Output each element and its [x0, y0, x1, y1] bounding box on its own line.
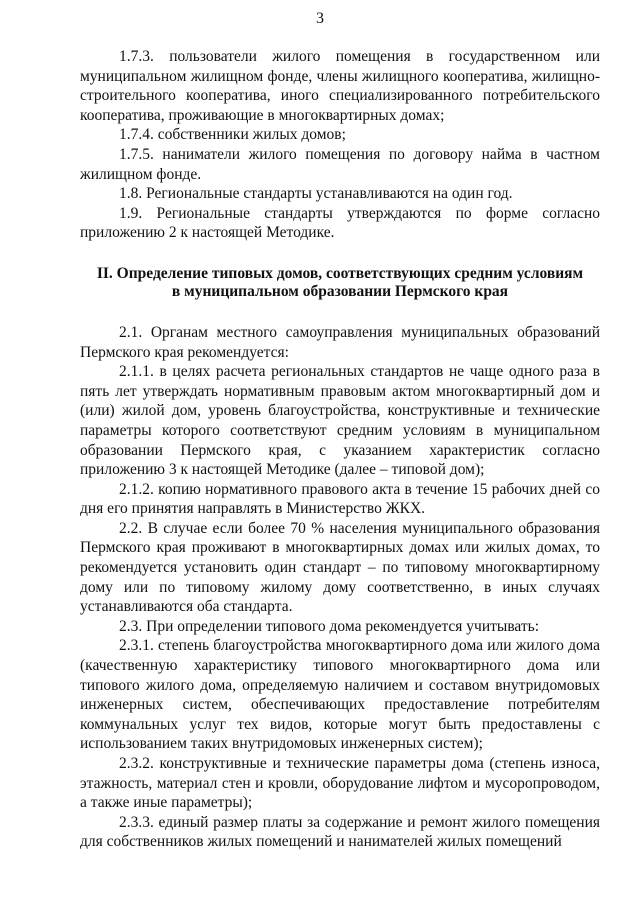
paragraph-1-7-3: 1.7.3. пользователи жилого помещения в государственном или муниципальном жилищном фонде, члены жилищного кооператива, жилищно-строительного кооператива, иного специализированного потребительского кооператива, проживающие в многоквартирных домах; — [80, 48, 600, 124]
spacer — [80, 243, 600, 265]
paragraph-2-2: 2.2. В случае если более 70 % населения муниципального образования Пермского края проживают в многоквартирных домах или жилых домах, то рекомендуется установить один стандарт – по типовому многоквартирному дому или по типовому жилому дому соответственно, в иных случаях устанавливаются оба стандарта. — [80, 519, 600, 616]
document-body — [80, 47, 600, 852]
page-number: 3 — [316, 10, 324, 27]
section-heading-line-2: в муниципальном образовании Пермского края — [171, 282, 509, 300]
paragraph-2-3-1: 2.3.1. степень благоустройства многоквартирного дома или жилого дома (качественную характеристику типового многоквартирного дома или типового жилого дома, определяемую наличием и составом внутридомовых инженерных систем, обеспечивающих предоставление потребителям коммунальных услуг тех видов, которые могут быть предоставлены с использованием таких внутридомовых инженерных систем); — [80, 637, 600, 753]
paragraph-2-3-2: 2.3.2. конструктивные и технические параметры дома (степень износа, этажность, материал стен и кровли, оборудование лифтом и мусоропроводом, а также иные параметры); — [80, 755, 600, 812]
section-heading — [80, 265, 600, 301]
paragraph-1-9: 1.9. Региональные стандарты утверждаются по форме согласно приложению 2 к настоящей Методике. — [80, 204, 600, 242]
paragraph-2-1-2: 2.1.2. копию нормативного правового акта в течение 15 рабочих дней со дня его принятия направлять в Министерство ЖКХ. — [80, 480, 600, 518]
paragraph-1-8: 1.8. Региональные стандарты устанавливаются на один год. — [119, 185, 513, 203]
paragraph-2-3-3: 2.3.3. единый размер платы за содержание и ремонт жилого помещения для собственников жилых помещений и нанимателей жилых помещений — [80, 813, 600, 851]
paragraph-1-7-5: 1.7.5. наниматели жилого помещения по договору найма в частном жилищном фонде. — [80, 145, 600, 183]
paragraph-1-7-4: 1.7.4. собственники жилых домов; — [119, 126, 346, 144]
paragraph-2-3: 2.3. При определении типового дома рекомендуется учитывать: — [119, 617, 540, 635]
paragraph-2-1: 2.1. Органам местного самоуправления муниципальных образований Пермского края рекомендуется: — [80, 323, 600, 361]
spacer — [80, 301, 600, 323]
paragraph-2-1-1: 2.1.1. в целях расчета региональных стандартов не чаще одного раза в пять лет утверждать нормативным правовым актом многоквартирный дом и (или) жилой дом, уровень благоустройства, конструктивные и технические параметры которого соответствуют средним условиям в муниципальном образовании Пермского края, с указанием характеристик согласно приложению 3 к настоящей Методике (далее – типовой дом); — [80, 363, 600, 479]
section-heading-line-1: II. Определение типовых домов, соответствующих средним условиям — [96, 264, 584, 282]
